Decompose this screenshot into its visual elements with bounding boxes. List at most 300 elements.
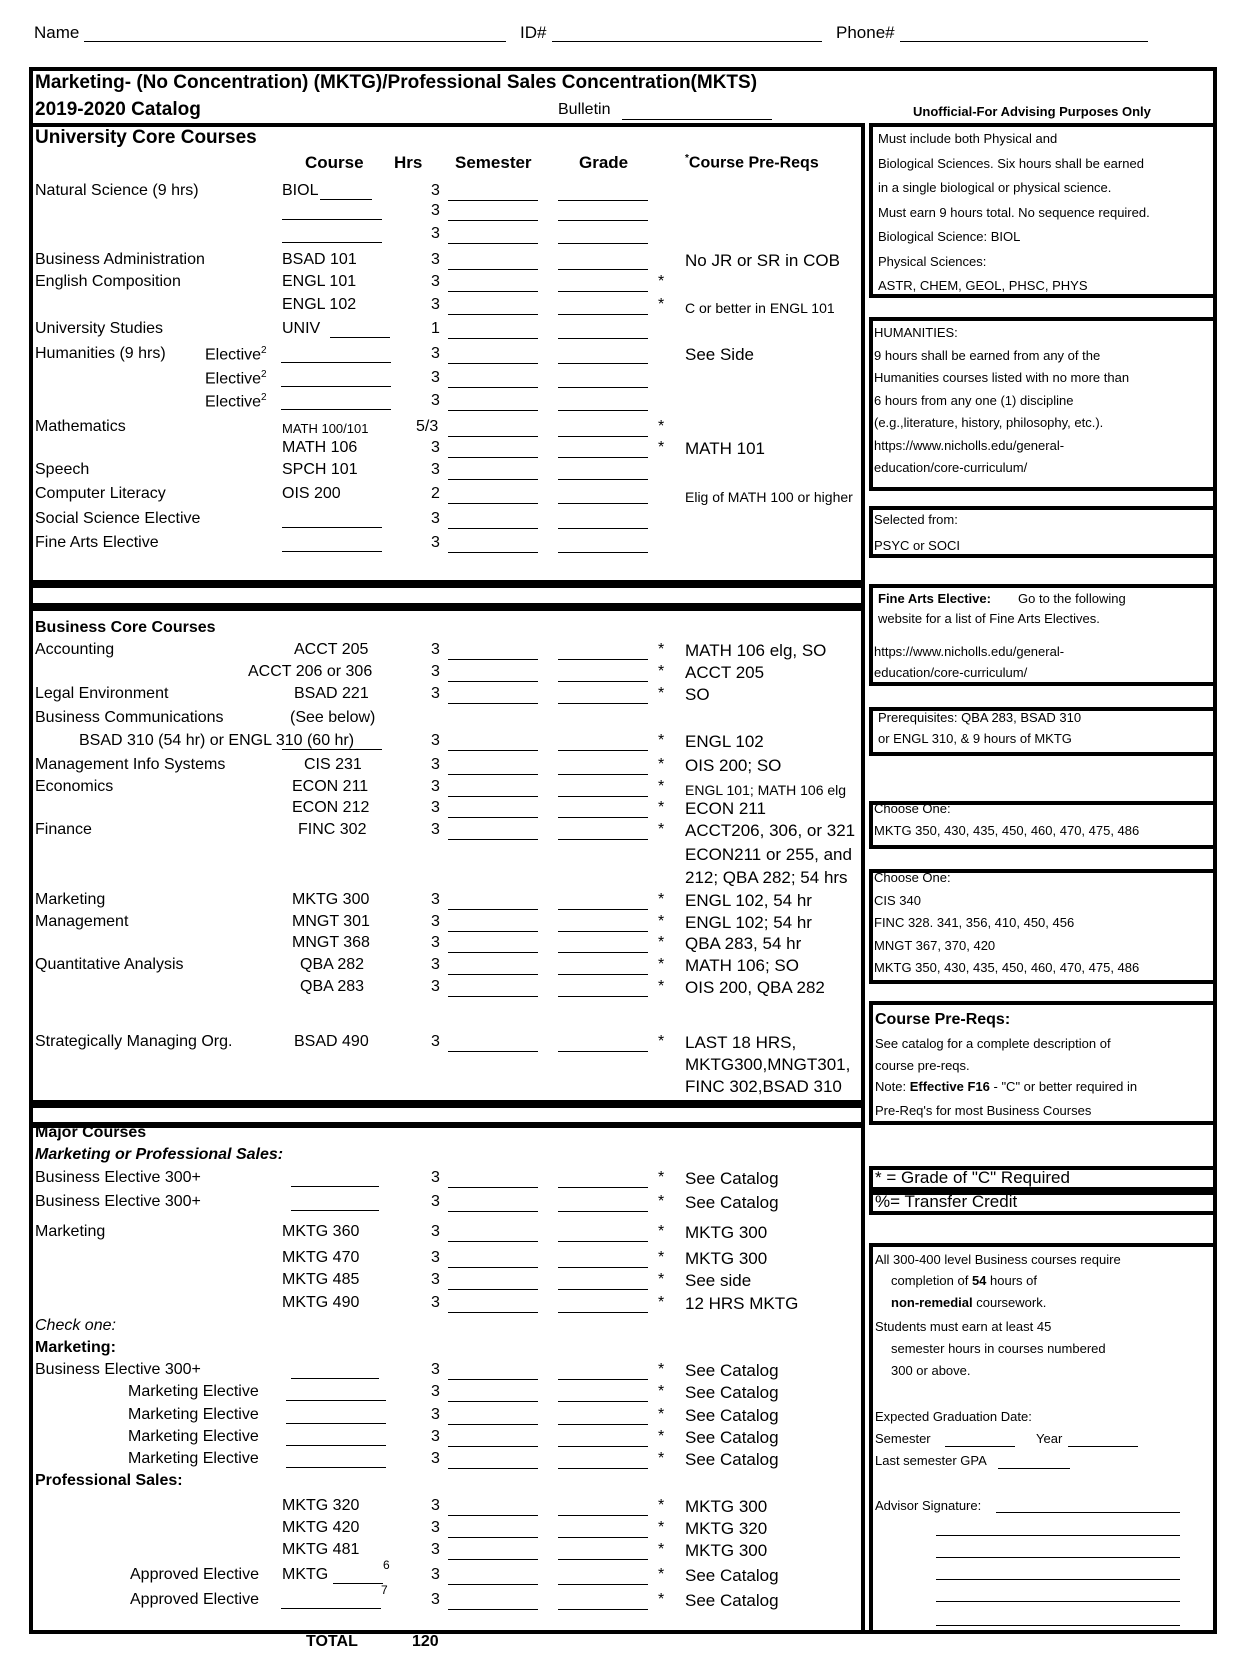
row-label: Business Elective 300+ [35, 1193, 201, 1210]
note-line [875, 1080, 1137, 1093]
grad-year-field[interactable] [1068, 1446, 1138, 1447]
course-field[interactable] [281, 1608, 381, 1609]
note-line: Must include both Physical and [878, 131, 1058, 146]
grade-field[interactable] [558, 1609, 648, 1610]
course-code: UNIV [282, 320, 321, 337]
semester-field[interactable] [448, 1559, 538, 1560]
hrs-value: 1 [431, 320, 440, 337]
marketing-option: Marketing: [35, 1339, 116, 1356]
semester-field[interactable] [448, 1401, 538, 1402]
semester-field[interactable] [448, 839, 538, 840]
grade-field[interactable] [558, 1424, 648, 1425]
required-star: * [658, 821, 665, 838]
course-code: QBA 282 [300, 956, 365, 973]
grade-field[interactable] [558, 909, 648, 910]
hrs-value: 3 [431, 934, 440, 951]
required-star: * [658, 1428, 665, 1445]
prereq-header-marker: * [685, 153, 689, 164]
semester-field[interactable] [448, 528, 538, 529]
course-field[interactable] [333, 1583, 383, 1584]
required-star: * [658, 1223, 665, 1240]
grade-field[interactable] [558, 1537, 648, 1538]
grade-field[interactable] [558, 796, 648, 797]
row-label: Business Elective 300+ [35, 1361, 201, 1378]
grade-field[interactable] [558, 1267, 648, 1268]
semester-field[interactable] [448, 681, 538, 682]
signature-line[interactable] [936, 1601, 1180, 1602]
course-code: FINC 302 [298, 821, 367, 838]
hrs-value: 3 [431, 1294, 440, 1311]
course-field[interactable] [291, 1210, 379, 1211]
footnote-marker: 7 [381, 1583, 388, 1597]
semester-field[interactable] [448, 996, 538, 997]
semester-field[interactable] [448, 363, 538, 364]
hrs-value: 3 [431, 296, 440, 313]
hrs-value: 3 [431, 1566, 440, 1583]
prereq-text: C or better in ENGL 101 [685, 300, 835, 316]
grade-field[interactable] [558, 974, 648, 975]
required-star: * [658, 439, 665, 456]
required-star: * [658, 1566, 665, 1583]
grade-field[interactable] [558, 387, 648, 388]
course-code: SPCH 101 [282, 461, 358, 478]
grade-field[interactable] [558, 1187, 648, 1188]
grade-field[interactable] [558, 314, 648, 315]
semester-field[interactable] [448, 703, 538, 704]
req-line: All 300-400 level Business courses require [875, 1252, 1121, 1267]
grade-field[interactable] [558, 528, 648, 529]
grade-field[interactable] [558, 1515, 648, 1516]
col-prereqs: *Course Pre-Reqs [685, 153, 819, 172]
prereq-text: MKTG300,MNGT301, [685, 1055, 851, 1074]
required-star: * [658, 1497, 665, 1514]
hrs-value: 3 [431, 369, 440, 386]
course-field[interactable] [281, 362, 391, 363]
hrs-value: 3 [431, 1361, 440, 1378]
required-star: * [658, 778, 665, 795]
hrs-value: 3 [431, 1193, 440, 1210]
semester-field[interactable] [448, 338, 538, 339]
row-label: Natural Science (9 hrs) [35, 182, 199, 199]
course-field[interactable] [320, 199, 372, 200]
note-rest: - "C" or better required in [989, 1079, 1138, 1094]
semester-field[interactable] [448, 1424, 538, 1425]
semester-field[interactable] [448, 291, 538, 292]
semester-field[interactable] [448, 1241, 538, 1242]
grade-field[interactable] [558, 243, 648, 244]
elective-label-wrap [205, 393, 267, 410]
bulletin-field[interactable] [622, 119, 772, 120]
row-label: Marketing Elective [128, 1450, 259, 1467]
grade-field[interactable] [558, 750, 648, 751]
course-field[interactable] [282, 551, 382, 552]
grade-field[interactable] [558, 436, 648, 437]
semester-field[interactable] [448, 1289, 538, 1290]
grade-field[interactable] [558, 1211, 648, 1212]
semester-field[interactable] [448, 1468, 538, 1469]
req-line: semester hours in courses numbered [891, 1341, 1106, 1356]
note-line: Choose One: [874, 870, 951, 885]
grade-field[interactable] [558, 338, 648, 339]
hrs-value: 3 [431, 1169, 440, 1186]
grade-field[interactable] [558, 1468, 648, 1469]
hrs-value: 3 [431, 685, 440, 702]
semester-field[interactable] [448, 200, 538, 201]
hrs-value: 3 [431, 182, 440, 199]
semester-field[interactable] [448, 1515, 538, 1516]
row-label: Management Info Systems [35, 756, 226, 773]
spacer-box-2 [29, 1104, 865, 1126]
note-line: Selected from: [874, 512, 958, 527]
row-label: Economics [35, 778, 114, 795]
row-label: Accounting [35, 641, 115, 658]
note-line: (e.g.,literature, history, philosophy, etc.). [874, 415, 1104, 430]
hrs-value: 3 [431, 756, 440, 773]
course-code: ECON 212 [292, 799, 370, 816]
row-label: Legal Environment [35, 685, 169, 702]
year-label: Year [1036, 1431, 1063, 1446]
grade-field[interactable] [558, 1289, 648, 1290]
prereq-text: QBA 283, 54 hr [685, 934, 802, 953]
row-label: Business Communications [35, 709, 224, 726]
grade-field[interactable] [558, 363, 648, 364]
course-code: MATH 106 [282, 439, 358, 456]
name-label: Name [34, 23, 80, 42]
course-code: (See below) [290, 709, 376, 726]
required-star: * [658, 663, 665, 680]
course-field[interactable] [291, 1186, 379, 1187]
note-line: Biological Sciences. Six hours shall be earned [878, 155, 1144, 171]
row-label: Marketing Elective [128, 1406, 259, 1423]
semester-field[interactable] [448, 774, 538, 775]
semester-field[interactable] [448, 479, 538, 480]
hrs-value: 3 [431, 641, 440, 658]
semester-field[interactable] [448, 909, 538, 910]
grade-field[interactable] [558, 1379, 648, 1380]
hrs-value: 3 [431, 1383, 440, 1400]
grade-field[interactable] [558, 220, 648, 221]
signature-line[interactable] [936, 1625, 1180, 1626]
prereq-text: See side [685, 1271, 752, 1290]
prereq-text: Elig of MATH 100 or higher [685, 489, 853, 505]
prereq-text: ACCT206, 306, or 321 [685, 821, 856, 840]
semester-field[interactable] [448, 410, 538, 411]
course-code: MKTG 481 [282, 1541, 360, 1558]
signature-line[interactable] [936, 1579, 1180, 1580]
semester-field[interactable] [448, 1187, 538, 1188]
prereq-text: 212; QBA 282; 54 hrs [685, 868, 848, 887]
course-code: MKTG 300 [292, 891, 370, 908]
hrs-value: 3 [431, 392, 440, 409]
catalog-year: 2019-2020 Catalog [35, 99, 201, 120]
hrs-value: 3 [431, 202, 440, 219]
note-line: 6 hours from any one (1) discipline [874, 392, 1074, 408]
bulletin-label: Bulletin [558, 101, 611, 118]
semester-field[interactable] [448, 931, 538, 932]
required-star: * [658, 1519, 665, 1536]
grade-field[interactable] [558, 479, 648, 480]
required-star: * [658, 956, 665, 973]
hrs-value: 3 [431, 1249, 440, 1266]
prereq-text: See Catalog [685, 1428, 779, 1447]
row-label: Approved Elective [130, 1566, 259, 1583]
course-code: MKTG 360 [282, 1223, 360, 1240]
note-line: HUMANITIES: [874, 325, 958, 340]
course-field[interactable] [282, 527, 382, 528]
course-field[interactable] [291, 1378, 379, 1379]
prereq-text: See Catalog [685, 1591, 779, 1610]
row-label: Marketing Elective [128, 1428, 259, 1445]
semester-field[interactable] [448, 552, 538, 553]
course-field[interactable] [286, 1445, 386, 1446]
grade-field[interactable] [558, 1401, 648, 1402]
semester-field[interactable] [448, 974, 538, 975]
prereq-text: LAST 18 HRS, [685, 1033, 797, 1052]
footnote-marker: 2 [261, 345, 267, 356]
course-code: MNGT 301 [292, 913, 370, 930]
note-line: https://www.nicholls.edu/general- [874, 437, 1065, 453]
col-grade: Grade [579, 153, 629, 172]
elective-label: Elective [205, 393, 262, 411]
required-star: * [658, 685, 665, 702]
row-label: Fine Arts Elective [35, 534, 159, 551]
grade-field[interactable] [558, 552, 648, 553]
semester-field[interactable] [448, 503, 538, 504]
col-hrs: Hrs [394, 153, 423, 172]
semester-field[interactable] [448, 220, 538, 221]
req-line [891, 1274, 1037, 1287]
prereq-text: MATH 106 elg, SO [685, 641, 827, 660]
required-star: * [658, 1591, 665, 1608]
semester-field[interactable] [448, 1537, 538, 1538]
semester-field[interactable] [448, 1446, 538, 1447]
required-star: * [658, 1294, 665, 1311]
grade-field[interactable] [558, 774, 648, 775]
required-star: * [658, 296, 665, 313]
prereq-text: FINC 302,BSAD 310 [685, 1077, 842, 1096]
course-field[interactable] [282, 242, 382, 243]
hrs-value: 3 [431, 1541, 440, 1558]
note-line: Prerequisites: QBA 283, BSAD 310 [878, 710, 1082, 725]
grade-field[interactable] [558, 410, 648, 411]
semester-field[interactable] [448, 1584, 538, 1585]
row-label: Marketing Elective [128, 1383, 259, 1400]
row-label: Business Elective 300+ [35, 1169, 201, 1186]
advisor-signature-field[interactable] [996, 1512, 1180, 1513]
hrs-value: 5/3 [416, 418, 439, 435]
prereq-text: See Catalog [685, 1361, 779, 1380]
required-star: * [658, 978, 665, 995]
required-star: * [658, 1249, 665, 1266]
grade-field[interactable] [558, 1559, 648, 1560]
grade-field[interactable] [558, 839, 648, 840]
note-line: ASTR, CHEM, GEOL, PHSC, PHYS [878, 278, 1088, 293]
course-field[interactable] [281, 386, 391, 387]
semester-field[interactable] [448, 314, 538, 315]
prereq-text: See Catalog [685, 1406, 779, 1425]
id-field[interactable] [552, 41, 822, 42]
grade-field[interactable] [558, 952, 648, 953]
signature-line[interactable] [936, 1535, 1180, 1536]
note-line: Biological Science: BIOL [878, 229, 1021, 244]
hrs-value: 3 [431, 345, 440, 362]
prereq-text: ACCT 205 [685, 663, 765, 682]
row-label: BSAD 310 (54 hr) or ENGL 310 (60 hr) [79, 732, 355, 749]
prereq-text: MKTG 300 [685, 1223, 768, 1242]
elective-label: Elective [205, 346, 262, 364]
required-star: * [658, 913, 665, 930]
course-code: ENGL 101 [282, 273, 357, 290]
row-label: English Composition [35, 273, 181, 290]
grade-field[interactable] [558, 996, 648, 997]
course-field[interactable] [286, 1423, 386, 1424]
semester-field[interactable] [448, 457, 538, 458]
required-star: * [658, 732, 665, 749]
prereq-text: OIS 200; SO [685, 756, 782, 775]
phone-label: Phone# [836, 23, 895, 42]
prereq-text: See Catalog [685, 1193, 779, 1212]
course-field[interactable] [282, 219, 382, 220]
grade-field[interactable] [558, 703, 648, 704]
required-star: * [658, 1541, 665, 1558]
core-heading: University Core Courses [35, 127, 257, 148]
prereq-text: ECON211 or 255, and [685, 845, 852, 864]
prereq-text: ENGL 101; MATH 106 elg [685, 782, 847, 798]
semester-field[interactable] [448, 659, 538, 660]
semester-field[interactable] [448, 387, 538, 388]
row-label: Quantitative Analysis [35, 956, 184, 973]
phone-field[interactable] [900, 41, 1148, 42]
required-star: * [658, 1033, 665, 1050]
course-field[interactable] [330, 337, 390, 338]
prereq-text: No JR or SR in COB [685, 251, 840, 270]
req-part: coursework. [972, 1295, 1047, 1310]
semester-field[interactable] [448, 817, 538, 818]
required-star: * [658, 1271, 665, 1288]
note-line: MKTG 350, 430, 435, 450, 460, 470, 475, 486 [874, 823, 1140, 838]
prereq-text: MATH 106; SO [685, 956, 799, 975]
required-star: * [658, 1193, 665, 1210]
req-part: 54 [971, 1273, 987, 1288]
gpa-field[interactable] [998, 1468, 1070, 1469]
major-heading: Major Courses [35, 1124, 147, 1141]
grade-field[interactable] [558, 503, 648, 504]
course-code: BSAD 101 [282, 251, 357, 268]
form-title: Marketing- (No Concentration) (MKTG)/Professional Sales Concentration(MKTS) [35, 72, 758, 93]
grade-field[interactable] [558, 457, 648, 458]
row-label: Management [35, 913, 129, 930]
course-code: BIOL [282, 182, 319, 199]
note-line: website for a list of Fine Arts Electives. [878, 611, 1100, 626]
note4-title: Fine Arts Elective: [878, 591, 991, 606]
elective-label-wrap [205, 370, 267, 387]
hrs-value: 3 [431, 799, 440, 816]
course-code: QBA 283 [300, 978, 365, 995]
course-code: ECON 211 [292, 778, 369, 795]
hrs-value: 3 [431, 273, 440, 290]
course-code: CIS 231 [304, 756, 362, 773]
grade-field[interactable] [558, 1312, 648, 1313]
semester-field[interactable] [448, 750, 538, 751]
course-field[interactable] [282, 749, 382, 750]
prereq-text: See Catalog [685, 1566, 779, 1585]
hrs-value: 3 [431, 913, 440, 930]
course-field[interactable] [281, 409, 391, 410]
grade-field[interactable] [558, 1446, 648, 1447]
signature-line[interactable] [936, 1557, 1180, 1558]
row-label: Speech [35, 461, 90, 478]
grade-field[interactable] [558, 931, 648, 932]
semester-field[interactable] [448, 1267, 538, 1268]
major-subheading: Marketing or Professional Sales: [35, 1146, 284, 1163]
note-line: Must earn 9 hours total. No sequence required. [878, 204, 1150, 220]
course-field[interactable] [286, 1400, 386, 1401]
required-star: * [658, 1361, 665, 1378]
business-heading: Business Core Courses [35, 619, 216, 636]
semester-field[interactable] [448, 1609, 538, 1610]
row-label: Strategically Managing Org. [35, 1033, 233, 1050]
required-star: * [658, 1406, 665, 1423]
semester-field[interactable] [448, 269, 538, 270]
required-star: * [658, 891, 665, 908]
grade-field[interactable] [558, 659, 648, 660]
course-code: MKTG 320 [282, 1497, 360, 1514]
semester-field[interactable] [448, 1379, 538, 1380]
required-star: * [658, 641, 665, 658]
note-line: Humanities courses listed with no more than [874, 370, 1130, 385]
semester-field[interactable] [448, 796, 538, 797]
prereq-text: See Side [685, 345, 754, 364]
grade-field[interactable] [558, 1584, 648, 1585]
name-field[interactable] [84, 41, 506, 42]
semester-field[interactable] [448, 436, 538, 437]
hrs-value: 3 [431, 510, 440, 527]
grade-field[interactable] [558, 269, 648, 270]
hrs-value: 2 [431, 485, 440, 502]
note-line: Pre-Req's for most Business Courses [875, 1103, 1092, 1118]
required-star: * [658, 799, 665, 816]
prereq-text: OIS 200, QBA 282 [685, 978, 825, 997]
prereq-text: ENGL 102 [685, 732, 764, 751]
grade-field[interactable] [558, 200, 648, 201]
course-code: ENGL 102 [282, 296, 357, 313]
note-line: PSYC or SOCI [874, 538, 960, 553]
course-field[interactable] [286, 1467, 386, 1468]
id-label: ID# [520, 23, 547, 42]
grade-field[interactable] [558, 291, 648, 292]
hrs-value: 3 [431, 534, 440, 551]
semester-field[interactable] [448, 1051, 538, 1052]
hrs-value: 3 [431, 461, 440, 478]
hrs-value: 3 [431, 225, 440, 242]
grade-field[interactable] [558, 1241, 648, 1242]
grade-field[interactable] [558, 681, 648, 682]
required-star: * [658, 1169, 665, 1186]
grade-field[interactable] [558, 1051, 648, 1052]
grad-semester-field[interactable] [945, 1446, 1015, 1447]
semester-field[interactable] [448, 1211, 538, 1212]
semester-field[interactable] [448, 952, 538, 953]
required-star: * [658, 273, 665, 290]
prereq-text: MKTG 300 [685, 1541, 768, 1560]
required-star: * [658, 1450, 665, 1467]
grade-field[interactable] [558, 817, 648, 818]
semester-field[interactable] [448, 243, 538, 244]
hrs-value: 3 [431, 1428, 440, 1445]
prereq-text: See Catalog [685, 1450, 779, 1469]
note-line: MKTG 350, 430, 435, 450, 460, 470, 475, 486 [874, 960, 1140, 975]
semester-field[interactable] [448, 1312, 538, 1313]
